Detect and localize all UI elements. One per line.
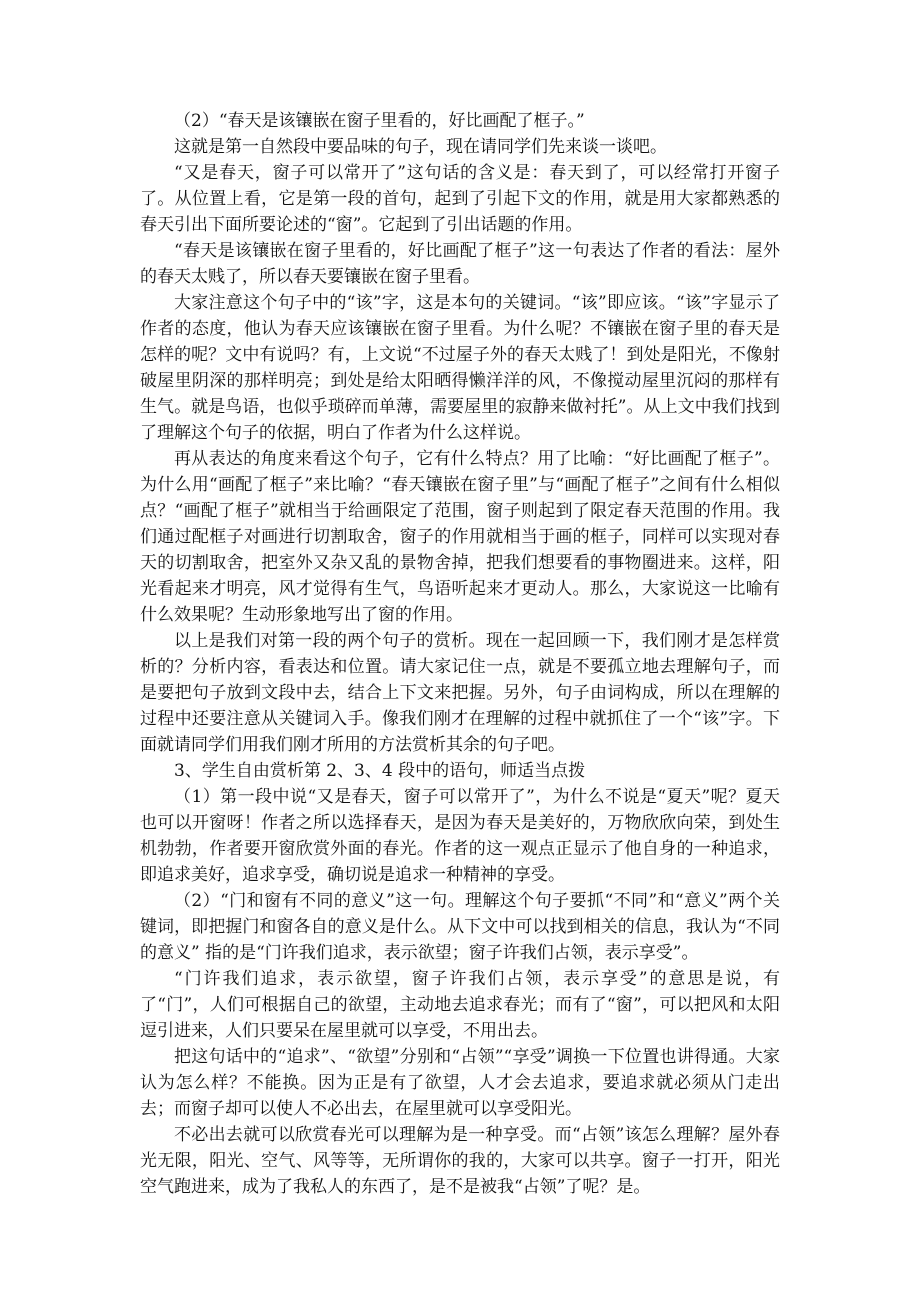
document-page: [140, 108, 780, 1200]
paragraph: 大家注意这个句子中的“该”字，这是本句的关键词。“该”即应该。“该”字显示了作者的态度，他认为春天应该镶嵌在窗子里看。为什么呢？不镶嵌在窗子里的春天是怎样的呢？文中有说吗？有，上文说“不过屋子外的春天太贱了！到处是阳光，不像射破屋里阴深的那样明亮；到处是给太阳晒得懒洋洋的风，不像搅动屋里沉闷的那样有生气。就是鸟语，也似乎琐碎而单薄，需要屋里的寂静来做衬托”。从上文中我们找到了理解这个句子的依据，明白了作者为什么这样说。: [140, 293, 780, 443]
paragraph: 以上是我们对第一段的两个句子的赏析。现在一起回顾一下，我们刚才是怎样赏析的？分析内容，看表达和位置。请大家记住一点，就是不要孤立地去理解句子，而是要把句子放到文段中去，结合上下文来把握。另外，句子由词构成，所以在理解的过程中还要注意从关键词入手。像我们刚才在理解的过程中就抓住了一个“该”字。下面就请同学们用我们刚才所用的方法赏析其余的句子吧。: [140, 631, 780, 755]
paragraph: “门许我们追求，表示欲望，窗子许我们占领，表示享受”的意思是说，有了“门”，人们可根据自己的欲望，主动地去追求春光；而有了“窗”，可以把风和太阳逗引进来，人们只要呆在屋里就可以享受，不用出去。: [140, 969, 780, 1041]
paragraph: 不必出去就可以欣赏春光可以理解为是一种享受。而“占领”该怎么理解？屋外春光无限，阳光、空气、风等等，无所谓你的我的，大家可以共享。窗子一打开，阳光空气跑进来，成为了我私人的东西了，是不是被我“占领”了呢？是。: [140, 1125, 780, 1197]
paragraph: 把这句话中的“追求”、“欲望”分别和“占领”“享受”调换一下位置也讲得通。大家认为怎么样？不能换。因为正是有了欲望，人才会去追求，要追求就必须从门走出去；而窗子却可以使人不必出去，在屋里就可以享受阳光。: [140, 1047, 780, 1119]
paragraph: 这就是第一自然段中要品味的句子，现在请同学们先来谈一谈吧。: [174, 137, 667, 157]
paragraph: （2）“春天是该镶嵌在窗子里看的，好比画配了框子。”: [174, 111, 585, 131]
paragraph: （1）第一段中说“又是春天，窗子可以常开了”，为什么不说是“夏天”呢？夏天也可以开窗呀！作者之所以选择春天，是因为春天是美好的，万物欣欣向荣，到处生机勃勃，作者要开窗欣赏外面的春光。作者的这一观点正显示了他自身的一种追求，即追求美好，追求享受，确切说是追求一种精神的享受。: [140, 787, 780, 885]
paragraph: 再从表达的角度来看这个句子，它有什么特点？用了比喻：“好比画配了框子”。为什么用“画配了框子”来比喻？“春天镶嵌在窗子里”与“画配了框子”之间有什么相似点？“画配了框子”就相当于给画限定了范围，窗子则起到了限定春天范围的作用。我们通过配框子对画进行切割取舍，窗子的作用就相当于画的框子，同样可以实现对春天的切割取舍，把室外又杂又乱的景物舍掉，把我们想要看的事物圈进来。这样，阳光看起来才明亮，风才觉得有生气，鸟语听起来才更动人。那么，大家说这一比喻有什么效果呢？生动形象地写出了窗的作用。: [140, 449, 780, 625]
paragraph: “春天是该镶嵌在窗子里看的，好比画配了框子”这一句表达了作者的看法：屋外的春天太贱了，所以春天要镶嵌在窗子里看。: [140, 241, 780, 287]
paragraph: （2）“门和窗有不同的意义”这一句。理解这个句子要抓“不同”和“意义”两个关键词，即把握门和窗各自的意义是什么。从下文中可以找到相关的信息，我认为“不同的意义” 指的是“门许我们追求，表示欲望；窗子许我们占领，表示享受”。: [140, 891, 780, 963]
paragraph: 3、学生自由赏析第 2、3、4 段中的语句，师适当点拨: [174, 761, 586, 781]
paragraph: “又是春天，窗子可以常开了”这句话的含义是：春天到了，可以经常打开窗子了。从位置上看，它是第一段的首句，起到了引起下文的作用，就是用大家都熟悉的春天引出下面所要论述的“窗”。它起到了引出话题的作用。: [140, 163, 780, 235]
